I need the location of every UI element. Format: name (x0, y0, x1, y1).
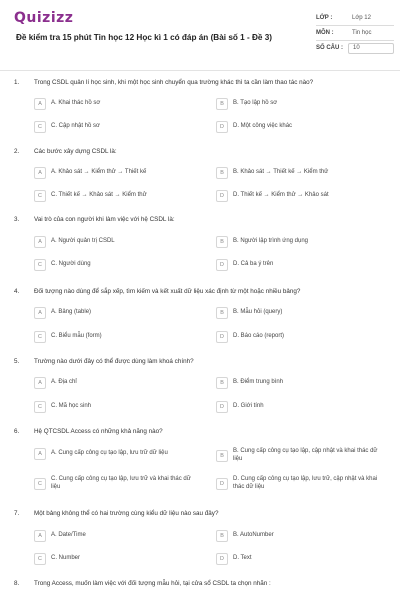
option-text: C. Thiết kế → Khảo sát → Kiểm thử (51, 192, 147, 199)
option-letter: D (216, 553, 228, 565)
option-c[interactable] (34, 553, 204, 565)
option-text: C. Number (51, 555, 81, 562)
option-text: A. Địa chỉ (51, 379, 77, 386)
option-letter: B (216, 307, 228, 319)
option-text: B. Tạo lập hồ sơ (233, 100, 278, 107)
option-letter: B (216, 450, 228, 462)
option-letter: A (34, 448, 46, 460)
option-letter: B (216, 98, 228, 110)
option-d[interactable] (216, 331, 388, 343)
meta-label: MÔN : (316, 30, 334, 36)
question-number: 7. (14, 510, 20, 517)
option-letter: C (34, 190, 46, 202)
meta-row-class (316, 11, 394, 26)
option-d[interactable] (216, 190, 388, 202)
option-d[interactable] (216, 401, 388, 413)
option-text: B. Mẫu hỏi (query) (233, 309, 283, 316)
option-letter: B (216, 377, 228, 389)
option-c[interactable] (34, 259, 204, 271)
option-text: D. Một công việc khác (233, 123, 293, 130)
header-divider (0, 70, 400, 71)
option-letter: A (34, 98, 46, 110)
meta-label: SỐ CÂU : (316, 45, 343, 51)
option-c[interactable] (34, 476, 204, 491)
option-d[interactable] (216, 476, 388, 491)
option-text: C. Cập nhật hồ sơ (51, 123, 100, 130)
option-letter: D (216, 478, 228, 490)
option-letter: C (34, 401, 46, 413)
question-text: Đối tượng nào dùng để sắp xếp, tìm kiếm và kết xuất dữ liệu xác định từ một hoặc nhiều bảng? (34, 288, 301, 295)
option-text: A. Bảng (table) (51, 309, 92, 316)
question-number: 1. (14, 79, 20, 86)
option-text: D. Giới tính (233, 403, 264, 410)
option-letter: A (34, 307, 46, 319)
meta-row-subject (316, 26, 394, 41)
option-b[interactable] (216, 530, 388, 542)
option-a[interactable] (34, 377, 204, 389)
option-text: D. Cả ba ý trên (233, 261, 274, 268)
option-text: D. Cung cấp công cụ tạo lập, lưu trữ, cập nhật và khai thác dữ liệu (233, 476, 378, 490)
option-letter: A (34, 377, 46, 389)
option-text: B. Điểm trung bình (233, 379, 284, 386)
option-c[interactable] (34, 331, 204, 343)
meta-value: 10 (348, 43, 394, 54)
option-letter: C (34, 121, 46, 133)
option-text: B. Người lập trình ứng dụng (233, 238, 309, 245)
option-text: A. Khai thác hồ sơ (51, 100, 101, 107)
option-a[interactable] (34, 98, 204, 110)
option-letter: A (34, 530, 46, 542)
option-c[interactable] (34, 190, 204, 202)
meta-value: Lớp 12 (352, 14, 371, 21)
option-text: C. Cung cấp công cụ tạo lập, lưu trữ và khai thác dữ liệu (51, 476, 191, 490)
meta-row-count (316, 41, 394, 55)
option-letter: C (34, 478, 46, 490)
option-a[interactable] (34, 448, 204, 460)
option-b[interactable] (216, 377, 388, 389)
option-text: B. Cung cấp công cụ tạo lập, cập nhật và khai thác dữ liệu (233, 448, 378, 462)
question-number: 3. (14, 216, 20, 223)
question-number: 2. (14, 148, 20, 155)
option-b[interactable] (216, 167, 388, 179)
option-text: D. Text (233, 555, 252, 562)
option-a[interactable] (34, 167, 204, 179)
option-letter: B (216, 530, 228, 542)
option-letter: D (216, 401, 228, 413)
question-number: 4. (14, 288, 20, 295)
option-letter: A (34, 236, 46, 248)
option-text: C. Người dùng (51, 261, 91, 268)
question-text: Trường nào dưới đây có thể được dùng làm khoá chính? (34, 358, 194, 365)
option-text: A. Date/Time (51, 532, 86, 539)
option-letter: D (216, 121, 228, 133)
question-text: Trong CSDL quản lí học sinh, khi một học sinh chuyển qua trường khác thì ta cần làm thao tác nào? (34, 79, 314, 86)
question-text: Vai trò của con người khi làm việc với hệ CSDL là: (34, 216, 175, 223)
option-c[interactable] (34, 401, 204, 413)
question-number: 8. (14, 580, 20, 587)
question-text: Hệ QTCSDL Access có những khả năng nào? (34, 428, 163, 435)
page-title: Đề kiểm tra 15 phút Tin học 12 Học kì 1 có đáp án (Bài số 1 - Đề 3) (16, 33, 273, 42)
question-number: 6. (14, 428, 20, 435)
question-text: Một bảng không thể có hai trường cùng kiểu dữ liệu nào sau đây? (34, 510, 219, 517)
option-text: B. AutoNumber (233, 532, 274, 539)
meta-panel (316, 11, 394, 55)
question-number: 5. (14, 358, 20, 365)
option-a[interactable] (34, 236, 204, 248)
option-text: A. Khảo sát → Kiểm thử → Thiết kế (51, 169, 147, 176)
meta-label: LỚP : (316, 15, 333, 21)
option-b[interactable] (216, 448, 388, 463)
option-text: C. Biểu mẫu (form) (51, 333, 102, 340)
option-d[interactable] (216, 121, 388, 133)
meta-value: Tin học (352, 29, 372, 36)
option-letter: B (216, 236, 228, 248)
option-letter: D (216, 259, 228, 271)
option-d[interactable] (216, 553, 388, 565)
option-b[interactable] (216, 98, 388, 110)
option-text: C. Mã học sinh (51, 403, 92, 410)
option-c[interactable] (34, 121, 204, 133)
option-text: B. Khảo sát → Thiết kế → Kiểm thử (233, 169, 329, 176)
question-text: Các bước xây dựng CSDL là: (34, 148, 117, 155)
option-a[interactable] (34, 530, 204, 542)
option-b[interactable] (216, 236, 388, 248)
option-text: A. Người quản trị CSDL (51, 238, 115, 245)
option-d[interactable] (216, 259, 388, 271)
option-letter: A (34, 167, 46, 179)
option-letter: D (216, 331, 228, 343)
question-text: Trong Access, muốn làm việc với đối tượng mẫu hỏi, tại cửa sổ CSDL ta chọn nhãn : (34, 580, 271, 587)
option-text: D. Thiết kế → Kiểm thử → Khảo sát (233, 192, 329, 199)
option-letter: C (34, 553, 46, 565)
option-text: D. Báo cáo (report) (233, 333, 285, 340)
option-letter: B (216, 167, 228, 179)
option-text: A. Cung cấp công cụ tạo lập, lưu trữ dữ liệu (51, 450, 168, 457)
option-letter: C (34, 331, 46, 343)
quizizz-logo: Quizizz (14, 10, 74, 26)
option-letter: D (216, 190, 228, 202)
option-b[interactable] (216, 307, 388, 319)
option-letter: C (34, 259, 46, 271)
option-a[interactable] (34, 307, 204, 319)
